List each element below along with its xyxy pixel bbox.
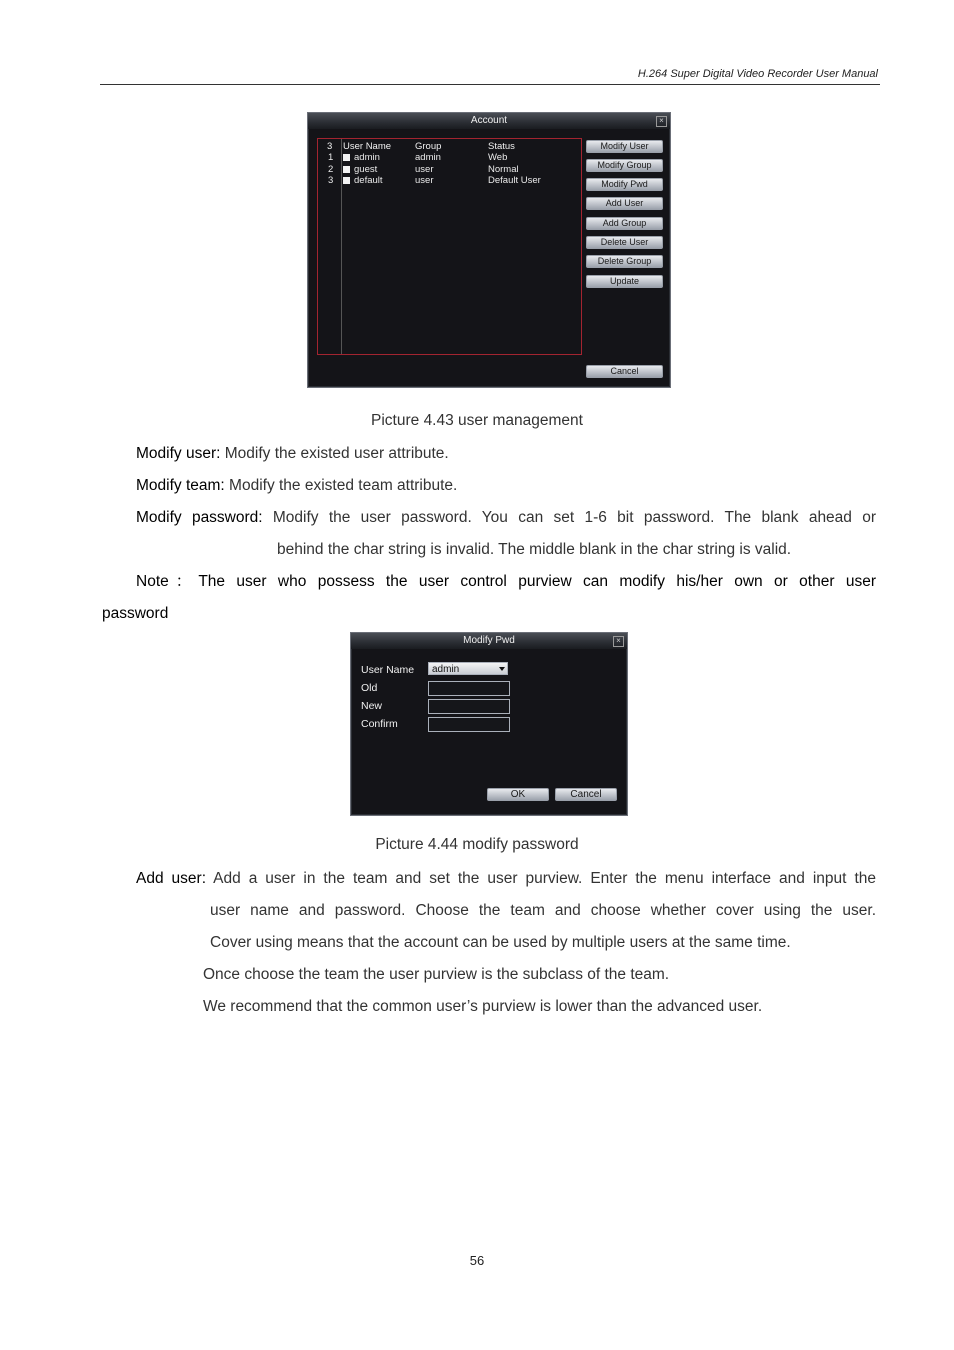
- delete-group-button[interactable]: Delete Group: [586, 255, 663, 268]
- old-password-input[interactable]: [428, 681, 510, 696]
- update-button[interactable]: Update: [586, 275, 663, 288]
- row-number: 3: [328, 175, 334, 186]
- figure-caption-4-43: Picture 4.43 user management: [371, 412, 583, 429]
- row-user-name: default: [354, 175, 383, 186]
- term-modify-password: Modify password:: [136, 509, 263, 526]
- account-dialog-title: Account: [308, 113, 670, 129]
- term-modify-user: Modify user:: [136, 445, 221, 462]
- modify-team-text: Modify the existed team attribute.: [229, 477, 458, 494]
- term-modify-team: Modify team:: [136, 477, 225, 494]
- modify-pwd-dialog: [350, 632, 628, 816]
- close-icon[interactable]: ×: [613, 636, 624, 647]
- row-status: Web: [488, 152, 508, 163]
- close-icon[interactable]: ×: [656, 116, 667, 127]
- row-group: user: [415, 175, 434, 186]
- row-checkbox[interactable]: [343, 177, 350, 184]
- modify-pwd-dialog-title: Modify Pwd: [351, 633, 627, 649]
- new-password-label: New: [361, 700, 383, 712]
- column-header-group: Group: [415, 141, 442, 152]
- new-password-input[interactable]: [428, 699, 510, 714]
- modify-user-paragraph: [136, 444, 449, 463]
- modify-password-paragraph: [136, 508, 876, 527]
- header-rule: [100, 84, 880, 85]
- modify-pwd-button[interactable]: Modify Pwd: [586, 178, 663, 191]
- add-group-button[interactable]: Add Group: [586, 217, 663, 230]
- add-user-line5: We recommend that the common user’s purview is lower than the advanced user.: [203, 998, 763, 1015]
- row-number: 2: [328, 164, 334, 175]
- running-header: H.264 Super Digital Video Recorder User Manual: [637, 68, 878, 80]
- column-header-user-name: User Name: [343, 141, 392, 152]
- page-number: 56: [469, 1253, 485, 1268]
- user-count: 3: [327, 141, 333, 152]
- add-user-line2: user name and password. Choose the team and choose whether cover using the user.: [210, 902, 876, 919]
- list-divider: [341, 139, 342, 354]
- modify-group-button[interactable]: Modify Group: [586, 159, 663, 172]
- row-group: admin: [415, 152, 441, 163]
- add-user-line3: Cover using means that the account can be used by multiple users at the same time.: [210, 934, 791, 951]
- row-checkbox[interactable]: [343, 154, 350, 161]
- row-group: user: [415, 164, 434, 175]
- modify-team-paragraph: [136, 476, 457, 495]
- user-name-select[interactable]: [428, 662, 508, 675]
- row-user-name: admin: [354, 152, 380, 163]
- cancel-button[interactable]: Cancel: [586, 365, 663, 378]
- add-user-line1: Add a user in the team and set the user purview. Enter the menu interface and input the: [213, 870, 876, 887]
- account-dialog: [307, 112, 671, 388]
- modify-user-button[interactable]: Modify User: [586, 140, 663, 153]
- user-list: [317, 138, 582, 355]
- cancel-button[interactable]: Cancel: [555, 788, 617, 801]
- add-user-line4: Once choose the team the user purview is the subclass of the team.: [203, 966, 670, 983]
- row-user-name: guest: [354, 164, 378, 175]
- column-header-status: Status: [488, 141, 515, 152]
- add-user-paragraph: [136, 869, 876, 888]
- row-status: Normal: [488, 164, 519, 175]
- note-line2: password: [102, 605, 169, 622]
- note-line1: Note：The user who possess the user control purview can modify his/her own or other user: [136, 573, 876, 590]
- modify-user-text: Modify the existed user attribute.: [224, 445, 449, 462]
- old-password-label: Old: [361, 682, 378, 694]
- figure-caption-4-44: Picture 4.44 modify password: [375, 836, 579, 853]
- row-number: 1: [328, 152, 334, 163]
- add-user-button[interactable]: Add User: [586, 197, 663, 210]
- row-checkbox[interactable]: [343, 166, 350, 173]
- term-add-user: Add user:: [136, 870, 207, 887]
- delete-user-button[interactable]: Delete User: [586, 236, 663, 249]
- chevron-down-icon: [499, 667, 505, 671]
- row-status: Default User: [488, 175, 541, 186]
- user-name-label: User Name: [361, 664, 415, 676]
- confirm-password-label: Confirm: [361, 718, 398, 730]
- modify-password-line2: behind the char string is invalid. The middle blank in the char string is valid.: [277, 541, 792, 558]
- confirm-password-input[interactable]: [428, 717, 510, 732]
- modify-password-line1: Modify the user password. You can set 1-6 bit password. The blank ahead or: [272, 509, 876, 526]
- ok-button[interactable]: OK: [487, 788, 549, 801]
- user-name-selected-value: admin: [432, 664, 460, 675]
